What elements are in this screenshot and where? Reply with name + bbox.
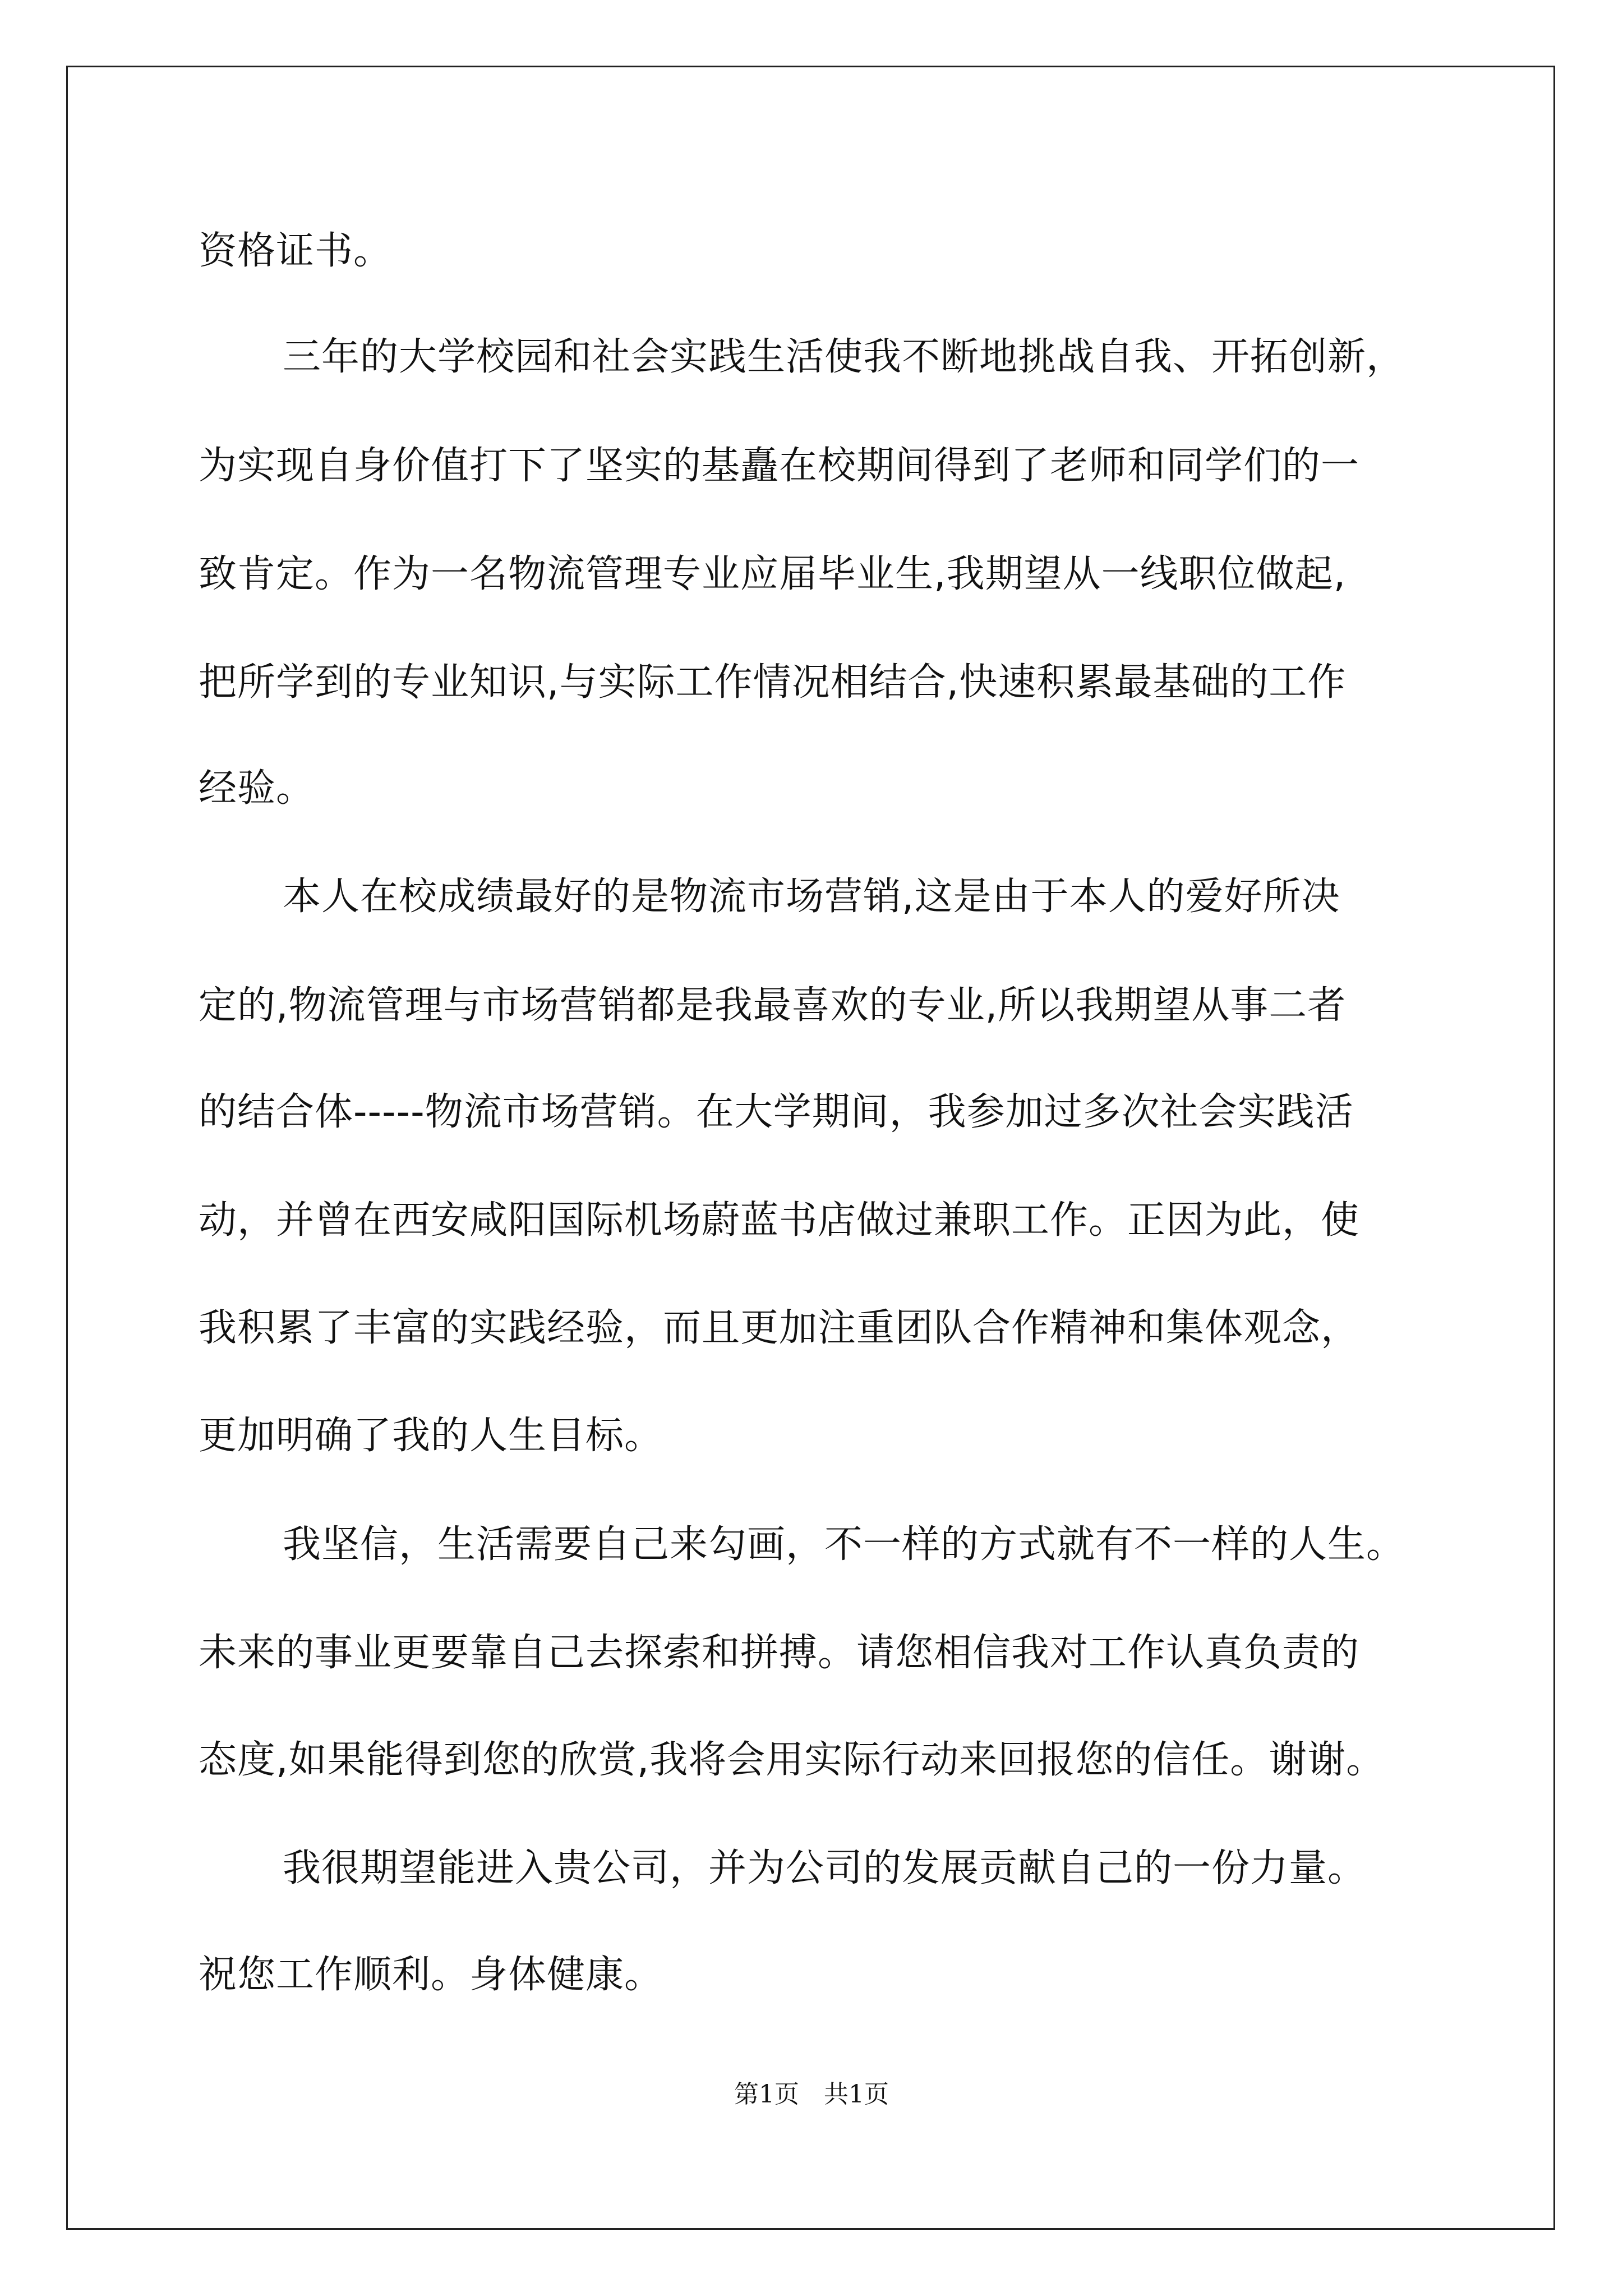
text-line: 未来的事业更要靠自己去探索和拼搏。请您相信我对工作认真负责的 — [199, 1631, 1360, 1675]
paragraph-start-line: 我很期望能进入贵公司，并为公司的发展贡献自己的一份力量。 — [283, 1846, 1367, 1890]
text-line: 祝您工作顺利。身体健康。 — [199, 1953, 663, 1997]
page-border — [66, 66, 1555, 2230]
text-line: 更加明确了我的人生目标。 — [199, 1414, 663, 1458]
page-number-footer: 第1页 共1页 — [734, 2080, 889, 2109]
text-line: 把所学到的专业知识,与实际工作情况相结合,快速积累最基础的工作 — [199, 660, 1347, 705]
text-line: 资格证书。 — [199, 229, 393, 273]
paragraph-start-line: 三年的大学校园和社会实践生活使我不断地挑战自我、开拓创新， — [283, 335, 1405, 379]
text-line: 为实现自身价值打下了坚实的基矗在校期间得到了老师和同学们的一 — [199, 444, 1360, 488]
text-line: 态度,如果能得到您的欣赏,我将会用实际行动来回报您的信任。谢谢。 — [199, 1738, 1385, 1782]
paragraph-start-line: 本人在校成绩最好的是物流市场营销,这是由于本人的爱好所决 — [283, 875, 1340, 919]
text-line: 定的,物流管理与市场营销都是我最喜欢的专业,所以我期望从事二者 — [199, 983, 1347, 1028]
text-line: 我积累了丰富的实践经验，而且更加注重团队合作精神和集体观念， — [199, 1306, 1360, 1350]
text-line: 致肯定。作为一名物流管理专业应届毕业生,我期望从一线职位做起, — [199, 552, 1347, 596]
paragraph-start-line: 我坚信，生活需要自己来勾画，不一样的方式就有不一样的人生。 — [283, 1522, 1405, 1567]
text-line: 的结合体-----物流市场营销。在大学期间，我参加过多次社会实践活 — [199, 1090, 1354, 1134]
text-line: 经验。 — [199, 766, 315, 811]
text-line: 动，并曾在西安咸阳国际机场蔚蓝书店做过兼职工作。正因为此，使 — [199, 1198, 1360, 1243]
